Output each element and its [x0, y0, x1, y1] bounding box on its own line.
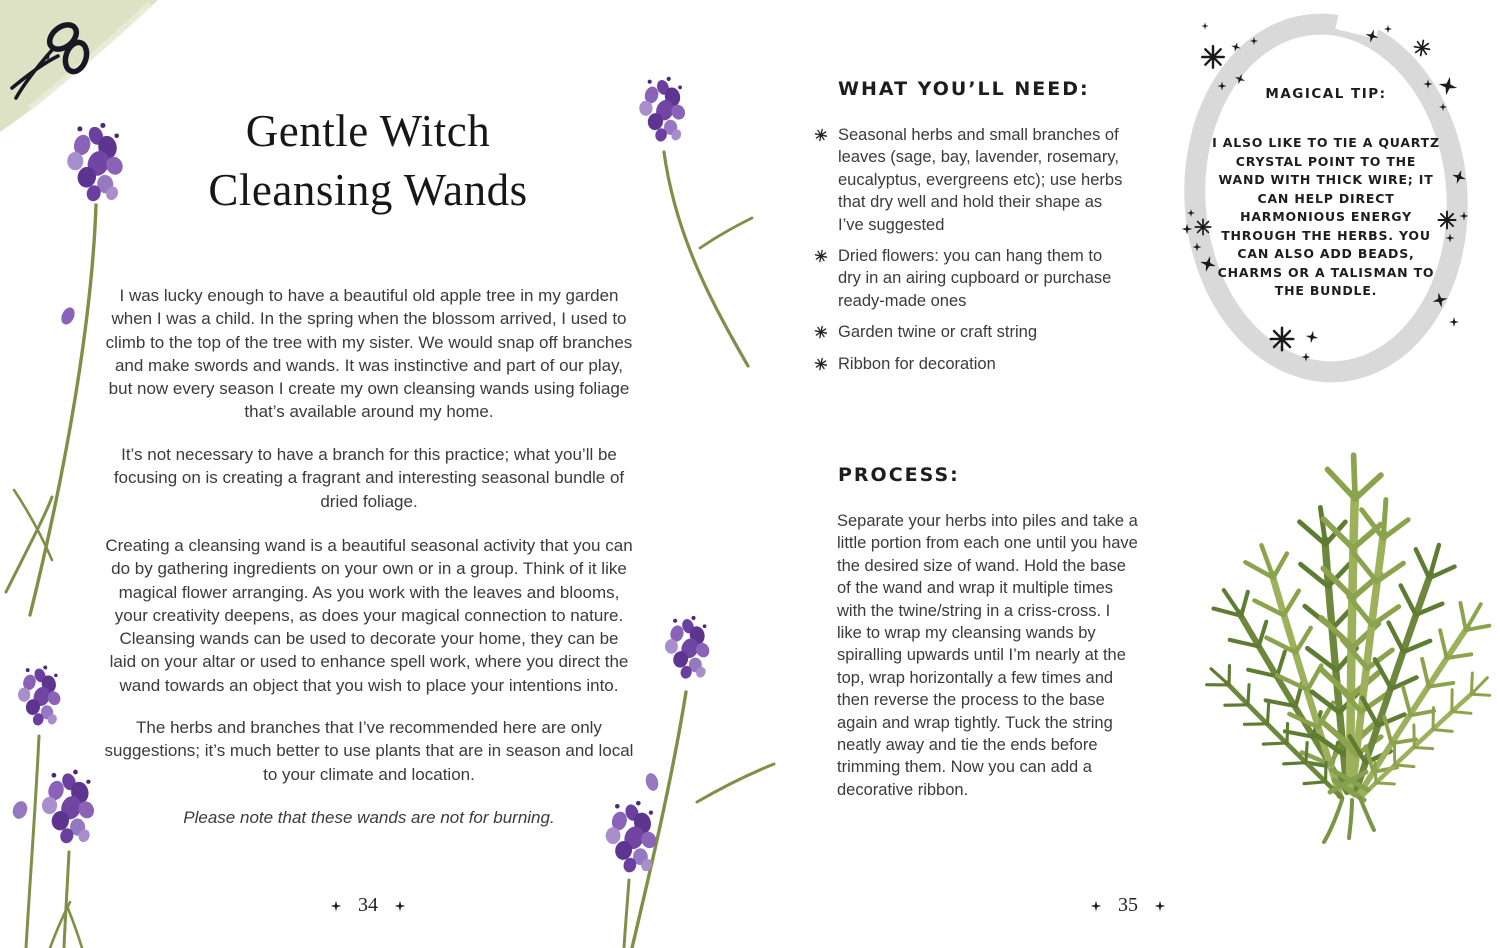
lavender-sprig-bottom-center [632, 616, 774, 948]
lavender-sprig-top-center [639, 77, 752, 366]
page-star-icon [394, 900, 406, 912]
magical-tip-heading: MAGICAL TIP: [1265, 86, 1387, 102]
page-title [88, 102, 648, 219]
practice-paragraph: It’s not necessary to have a branch for this practice; what you’ll be focusing on is creating a fragrant and interesting seasonal bundle of dried foliage. [113, 445, 625, 511]
need-item-text: Seasonal herbs and small branches of leaves (sage, bay, lavender, rosemary, eucalyptus, evergreens etc); use herbs that dry well and hold their shape as I’ve suggested [838, 126, 1123, 234]
activity-paragraph: Creating a cleansing wand is a beautiful seasonal activity that you can do by gathering ingredients on your own or in a group. Think of it like magical flower arranging. As you work with the leaves and blooms, your creativity deepens, as does your magical connection to nature. Cleansing wands can be used to decorate your home, they can be laid on your altar or used to enhance spell work, where you direct the wand towards an object that you wish to place your intentions into. [105, 536, 633, 695]
page-title-line2: Cleansing Wands [208, 164, 528, 215]
suggestions-paragraph: The herbs and branches that I’ve recommended here are only suggestions; it’s much better to use plants that are in season and local to your climate and location. [104, 718, 634, 784]
page-number-left [288, 894, 448, 917]
page-star-icon [330, 900, 342, 912]
page-title-line1: Gentle Witch [245, 106, 491, 156]
star-bullet-icon [814, 128, 828, 142]
lavender-sprig-bottom-left-2 [42, 770, 97, 948]
need-list-item [814, 124, 1126, 236]
need-list-item [814, 353, 1126, 375]
rosemary-bundle-illustration [1196, 454, 1498, 842]
process-paragraph: Separate your herbs into piles and take a little portion from each one until you have the desired size of wand. Hold the base of the wand and wrap it multiple times with the twine/string in a criss-cross. I like to wrap my cleansing wands by spiralling upwards until I’m nearly at the top, wrap horizontally a few times and then reverse the process to the base again and wrap tightly. Tuck the string neatly away and tie the ends before trimming them. Now you can add a decorative ribbon. [837, 512, 1138, 799]
intro-paragraph: I was lucky enough to have a beautiful old apple tree in my garden when I was a child. In the spring when the blossom arrived, I used to climb to the top of the tree with my sister. We would snap off branches and make swords and wands. It was instinctive and part of our play, but now every season I create my own cleansing wands using foliage that’s available around my home. [105, 286, 633, 422]
need-list [814, 124, 1126, 384]
need-item-text: Garden twine or craft string [838, 323, 1037, 342]
note-paragraph: Please note that these wands are not for burning. [183, 808, 555, 827]
star-bullet-icon [814, 357, 828, 371]
what-youll-need-heading: WHAT YOU’LL NEED: [838, 78, 1090, 100]
page-number-right-value: 35 [1118, 894, 1138, 916]
star-bullet-icon [814, 249, 828, 263]
magical-tip-body: I ALSO LIKE TO TIE A QUARTZ CRYSTAL POINT TO THE WAND WITH THICK WIRE; IT CAN HELP DIRECT HARMONIOUS ENERGY THROUGH THE HERBS. YOU CAN ALSO ADD BEADS, CHARMS OR A TALISMAN TO THE BUNDLE. [1212, 135, 1440, 298]
star-bullet-icon [814, 325, 828, 339]
need-list-item [814, 321, 1126, 343]
page-star-icon [1090, 900, 1102, 912]
need-list-item [814, 245, 1126, 312]
page-star-icon [1154, 900, 1166, 912]
process-heading: PROCESS: [838, 464, 960, 486]
page-number-left-value: 34 [358, 894, 378, 916]
page-number-right [1048, 894, 1208, 917]
need-item-text: Dried flowers: you can hang them to dry in an airing cupboard or purchase ready-made ones [838, 247, 1112, 310]
need-item-text: Ribbon for decoration [838, 354, 996, 373]
